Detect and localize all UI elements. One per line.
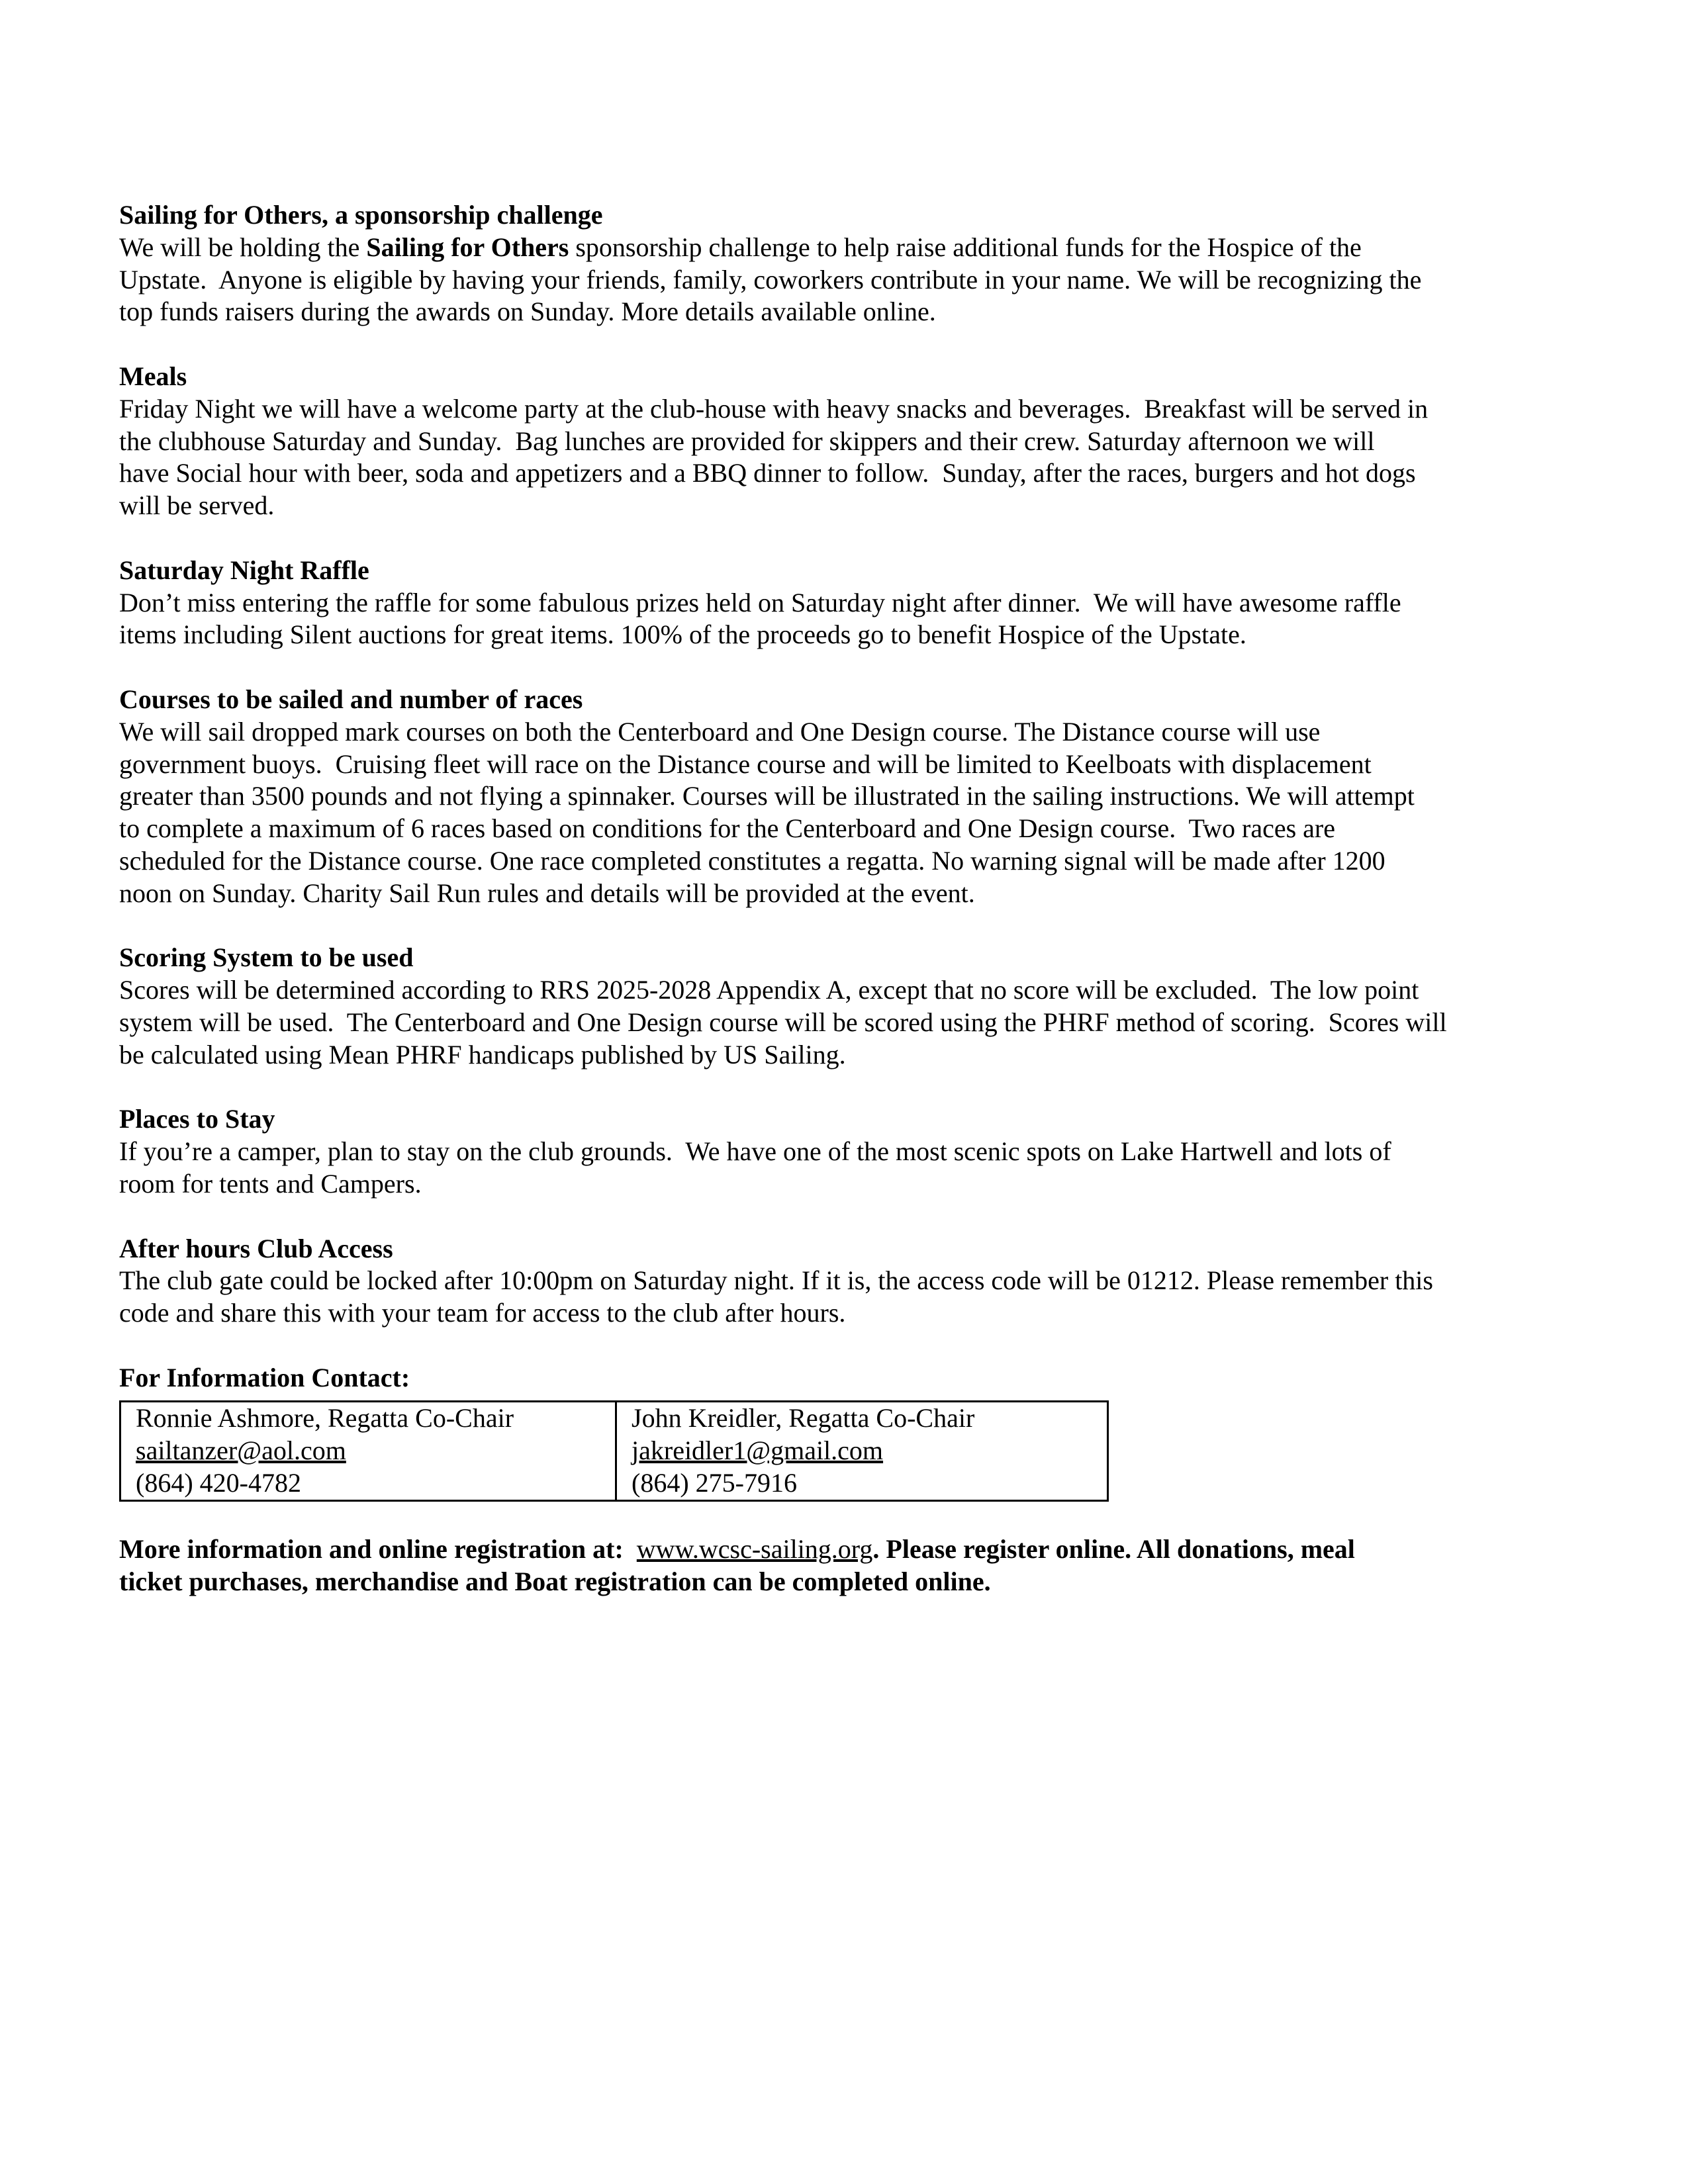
website-link[interactable]: www.wcsc-sailing.org <box>636 1533 873 1564</box>
document-page <box>119 199 1575 1598</box>
text-run: sponsorship challenge to help raise additional funds for the Hospice of the <box>569 232 1362 262</box>
paragraph-line: noon on Sunday. Charity Sail Run rules and details will be provided at the event. <box>119 878 975 908</box>
section-heading: Places to Stay <box>119 1104 275 1134</box>
contact-heading: For Information Contact: <box>119 1362 410 1392</box>
text-run: We will be holding the <box>119 232 367 262</box>
contact-name-title: Ronnie Ashmore, Regatta Co-Chair <box>136 1403 514 1433</box>
section-heading: Sailing for Others, a sponsorship challenge <box>119 200 603 230</box>
paragraph-line: greater than 3500 pounds and not flying a spinnaker. Courses will be illustrated in the sailing instructions. We will attempt <box>119 781 1415 811</box>
paragraph-line: Don’t miss entering the raffle for some fabulous prizes held on Saturday night after dinner. We will have awesome raffle <box>119 587 1401 617</box>
paragraph-line <box>119 1533 1575 1566</box>
paragraph-line: room for tents and Campers. <box>119 1168 422 1199</box>
contact-phone: (864) 275-7916 <box>632 1468 797 1498</box>
contact-email-link[interactable]: sailtanzer@aol.com <box>136 1435 346 1466</box>
table-row <box>120 1402 1108 1500</box>
contact-name-title: John Kreidler, Regatta Co-Chair <box>632 1403 975 1433</box>
text-run: . Please register online. All donations, meal <box>872 1533 1355 1564</box>
text-run: More information and online registration at: <box>119 1533 637 1564</box>
section-after-hours-access <box>119 1233 1575 1330</box>
contact-cell-ronnie-ashmore <box>120 1402 616 1500</box>
paragraph-line: items including Silent auctions for great items. 100% of the proceeds go to benefit Hospice of the Upstate. <box>119 619 1246 650</box>
section-heading: Scoring System to be used <box>119 942 414 973</box>
contact-phone: (864) 420-4782 <box>136 1468 301 1498</box>
paragraph-line: Upstate. Anyone is eligible by having your friends, family, coworkers contribute in your name. We will be recognizing the <box>119 264 1422 295</box>
paragraph-line: system will be used. The Centerboard and One Design course will be scored using the PHRF method of scoring. Scores will <box>119 1007 1447 1037</box>
section-heading: Meals <box>119 361 187 391</box>
bold-text-run: Sailing for Others <box>366 232 569 262</box>
contact-table <box>119 1400 1109 1501</box>
paragraph-line: scheduled for the Distance course. One race completed constitutes a regatta. No warning signal will be made after 1200 <box>119 845 1385 876</box>
paragraph-line: be calculated using Mean PHRF handicaps published by US Sailing. <box>119 1039 846 1069</box>
paragraph-line <box>119 232 1575 264</box>
section-sailing-for-others <box>119 199 1575 328</box>
section-saturday-night-raffle <box>119 555 1575 651</box>
paragraph-line: Friday Night we will have a welcome party at the club-house with heavy snacks and beverages. Breakfast will be served in <box>119 393 1429 424</box>
section-scoring-system <box>119 942 1575 1071</box>
section-contact <box>119 1362 1575 1502</box>
section-heading: Saturday Night Raffle <box>119 555 369 585</box>
paragraph-line: government buoys. Cruising fleet will race on the Distance course and will be limited to Keelboats with displacement <box>119 749 1372 779</box>
registration-info <box>119 1533 1575 1598</box>
section-places-to-stay <box>119 1103 1575 1200</box>
paragraph-line: If you’re a camper, plan to stay on the club grounds. We have one of the most scenic spots on Lake Hartwell and lots of <box>119 1136 1391 1167</box>
section-heading: Courses to be sailed and number of races <box>119 684 583 714</box>
paragraph-line: will be served. <box>119 490 275 521</box>
section-courses <box>119 684 1575 910</box>
paragraph-line: have Social hour with beer, soda and appetizers and a BBQ dinner to follow. Sunday, after the races, burgers and hot dogs <box>119 458 1416 488</box>
section-meals <box>119 361 1575 522</box>
paragraph-line: Scores will be determined according to RRS 2025-2028 Appendix A, except that no score will be excluded. The low point <box>119 975 1419 1005</box>
contact-email-link[interactable]: jakreidler1@gmail.com <box>632 1435 884 1466</box>
paragraph-line: The club gate could be locked after 10:00pm on Saturday night. If it is, the access code will be 01212. Please remember this <box>119 1265 1433 1296</box>
section-heading: After hours Club Access <box>119 1233 393 1263</box>
contact-cell-john-kreidler <box>616 1402 1108 1500</box>
paragraph-line: We will sail dropped mark courses on both the Centerboard and One Design course. The Distance course will use <box>119 716 1321 747</box>
paragraph-line: to complete a maximum of 6 races based on conditions for the Centerboard and One Design course. Two races are <box>119 813 1335 844</box>
paragraph-line: code and share this with your team for access to the club after hours. <box>119 1298 846 1328</box>
paragraph-line: top funds raisers during the awards on Sunday. More details available online. <box>119 296 936 327</box>
paragraph-line: the clubhouse Saturday and Sunday. Bag lunches are provided for skippers and their crew. Saturday afternoon we will <box>119 426 1375 456</box>
paragraph-line: ticket purchases, merchandise and Boat registration can be completed online. <box>119 1566 991 1596</box>
